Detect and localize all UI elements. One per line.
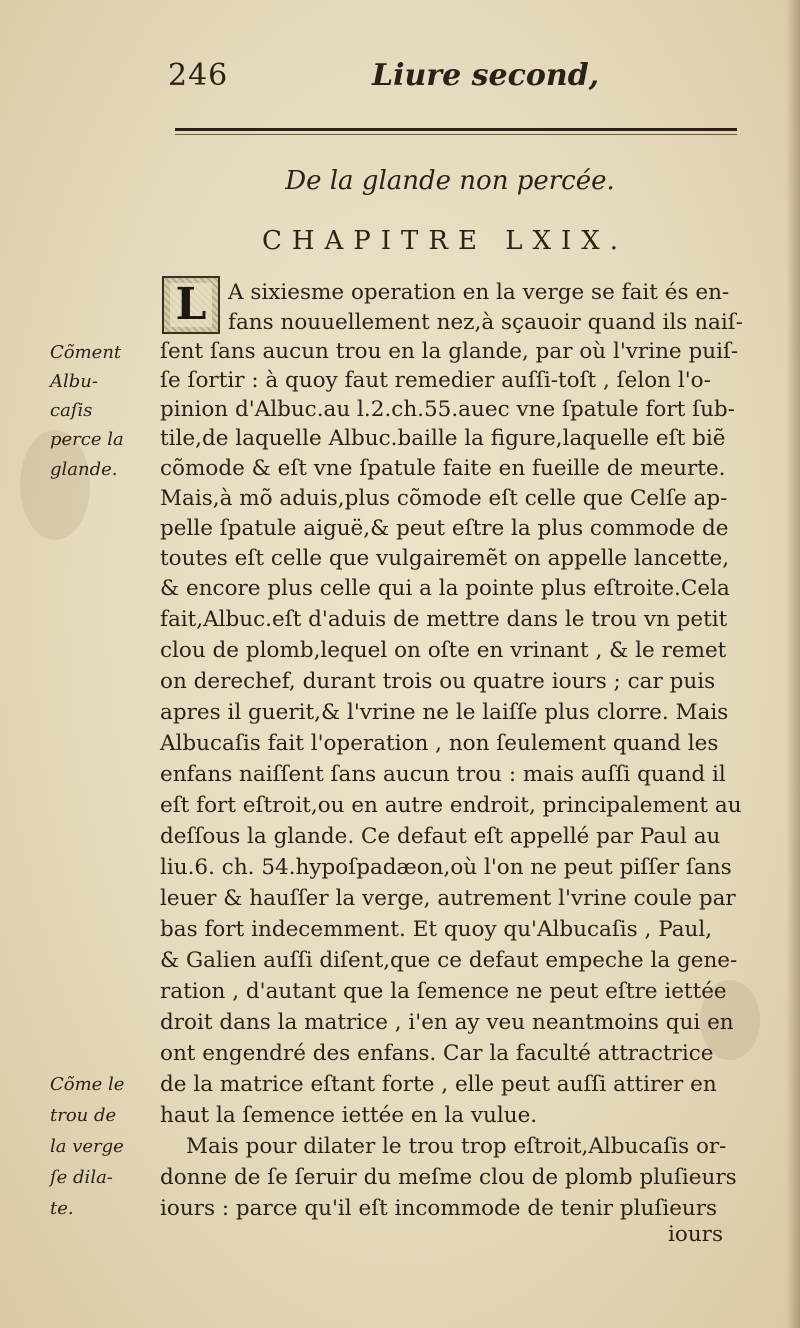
text-line: ration , d'autant que la ſemence ne peut eſtre iettée xyxy=(160,979,727,1004)
text-line: leuer & hauſſer la verge, autrement l'vrine coule par xyxy=(160,886,736,911)
chapter-heading: CHAPITRE LXIX. xyxy=(261,226,629,256)
text-line: on derechef, durant trois ou quatre iours ; car puis xyxy=(160,669,716,694)
margin-note: perce la xyxy=(50,429,124,450)
margin-note: ſe dila- xyxy=(50,1167,113,1188)
text-line: Mais,à mõ aduis,plus cõmode eſt celle que Celſe ap- xyxy=(160,486,728,511)
text-line: de la matrice eſtant forte , elle peut auſſi attirer en xyxy=(160,1072,717,1097)
drop-cap-letter: L xyxy=(170,283,213,327)
text-line: pelle ſpatule aiguë,& peut eſtre la plus commode de xyxy=(160,516,729,541)
text-line: droit dans la matrice , i'en ay veu neantmoins qui en xyxy=(160,1010,734,1035)
text-line: & encore plus celle qui a la pointe plus eſtroite.Cela xyxy=(160,576,730,601)
text-line: iours : parce qu'il eſt incommode de tenir pluſieurs xyxy=(160,1196,718,1221)
text-line: ont engendré des enfans. Car la faculté attractrice xyxy=(160,1041,714,1066)
catchword: iours xyxy=(668,1222,723,1247)
chapter-subtitle: De la glande non percée. xyxy=(285,166,615,196)
text-line: apres il guerit,& l'vrine ne le laiſſe plus clorre. Mais xyxy=(160,700,729,725)
text-line: A sixiesme operation en la verge se fait és en- xyxy=(228,280,730,305)
text-line: & Galien auſſi diſent,que ce defaut empeche la gene- xyxy=(160,948,738,973)
text-line: Mais pour dilater le trou trop eſtroit,Albucaſis or- xyxy=(186,1134,727,1159)
text-line: clou de plomb,lequel on oſte en vrinant , & le remet xyxy=(160,638,727,663)
page-number: 246 xyxy=(168,58,229,93)
text-line: deſſous la glande. Ce defaut eſt appellé par Paul au xyxy=(160,824,721,849)
text-line: enfans naiſſent ſans aucun trou : mais auſſi quand il xyxy=(160,762,726,787)
text-line: fans nouuellement nez,à sçauoir quand ils naiſ- xyxy=(228,310,743,335)
text-line: bas fort indecemment. Et quoy qu'Albucaſis , Paul, xyxy=(160,917,713,942)
margin-note: Albu- xyxy=(50,371,98,392)
text-line: ſent ſans aucun trou en la glande, par où l'vrine puiſ- xyxy=(160,339,739,364)
text-line: cõmode & eſt vne ſpatule faite en fueille de meurte. xyxy=(160,456,726,481)
text-line: Albucaſis fait l'operation , non ſeulement quand les xyxy=(160,731,719,756)
text-line: pinion d'Albuc.au l.2.ch.55.auec vne ſpatule fort ſub- xyxy=(160,397,735,422)
margin-note: trou de xyxy=(50,1105,117,1126)
margin-note: te. xyxy=(50,1198,74,1219)
running-title: Liure second, xyxy=(372,58,600,93)
margin-note: glande. xyxy=(50,459,118,480)
text-line: eſt fort eſtroit,ou en autre endroit, principalement au xyxy=(160,793,742,818)
margin-note: caſis xyxy=(50,400,93,421)
margin-note: Cõment xyxy=(50,342,122,363)
text-line: liu.6. ch. 54.hypoſpadæon,où l'on ne peut piſſer ſans xyxy=(160,855,732,880)
text-line: haut la ſemence iettée en la vulue. xyxy=(160,1103,538,1128)
margin-note: la verge xyxy=(50,1136,124,1157)
margin-note: Cõme le xyxy=(50,1074,125,1095)
text-line: tile,de laquelle Albuc.baille la figure,laquelle eſt biẽ xyxy=(160,426,726,451)
text-line: ſe ſortir : à quoy faut remedier auſſi-toſt , ſelon l'o- xyxy=(160,368,711,393)
text-line: fait,Albuc.eſt d'aduis de mettre dans le trou vn petit xyxy=(160,607,728,632)
text-line: donne de ſe ſeruir du meſme clou de plomb pluſieurs xyxy=(160,1165,737,1190)
text-line: toutes eſt celle que vulgairemẽt on appelle lancette, xyxy=(160,546,730,571)
